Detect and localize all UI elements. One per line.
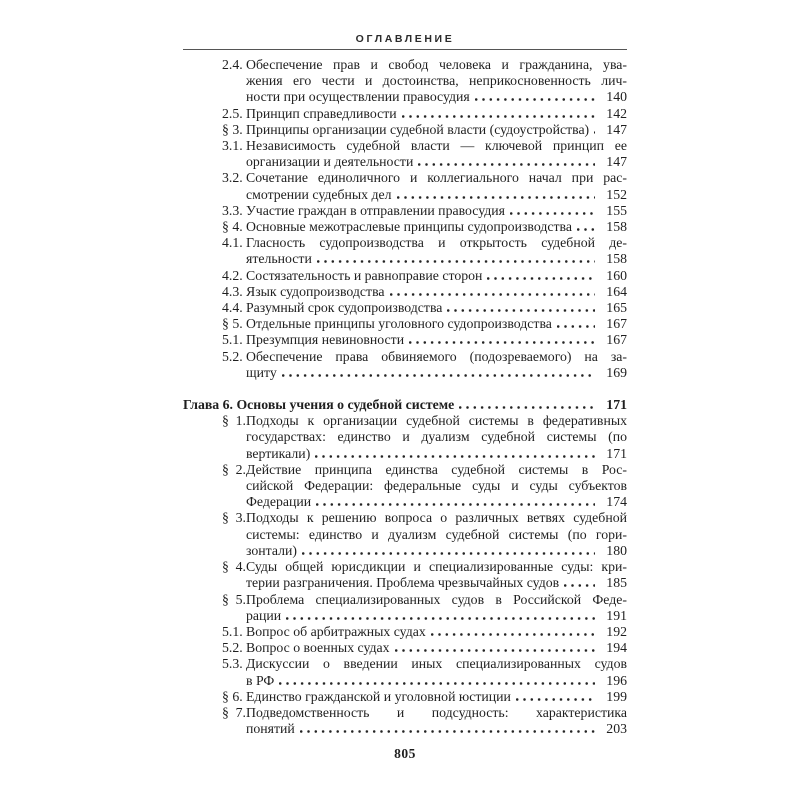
toc-entry-line xyxy=(222,332,627,348)
toc-entry-line xyxy=(222,57,627,73)
toc-entry-text: Язык судопроизводства xyxy=(246,283,385,299)
dot-leader xyxy=(316,503,595,506)
toc-entry xyxy=(183,122,627,138)
toc-entry-label: 5.2. xyxy=(222,640,243,656)
toc-entry-label: 5.1. xyxy=(222,332,243,348)
dot-leader xyxy=(475,98,595,101)
toc-entry-line xyxy=(222,105,627,122)
toc-entry-label: 3.3. xyxy=(222,202,243,218)
toc-page-number: 147 xyxy=(606,154,627,170)
toc-entry xyxy=(183,284,627,300)
toc-entry xyxy=(183,510,627,559)
dot-leader xyxy=(409,341,595,344)
toc-entry xyxy=(183,640,627,656)
toc-entry-text: рации xyxy=(246,607,282,623)
toc-page-number: 167 xyxy=(606,316,627,332)
toc-entry-line xyxy=(246,89,627,105)
toc-entry xyxy=(183,300,627,316)
toc-entry-text: Отдельные принципы уголовного судопроизводства xyxy=(246,316,552,332)
toc-entry-line xyxy=(222,591,627,608)
toc-entry-line xyxy=(246,721,627,737)
dot-leader xyxy=(557,325,595,328)
dot-leader xyxy=(577,228,595,231)
toc-entry-text: щиту xyxy=(246,364,277,380)
toc-entry xyxy=(183,462,627,511)
toc-entry-text: Глава 6. Основы учения о судебной системе xyxy=(183,397,455,413)
toc-entry xyxy=(183,203,627,219)
toc-entry-line xyxy=(246,494,627,510)
toc-entry xyxy=(183,235,627,267)
toc-entry-text: Разумный срок судопроизводства xyxy=(246,300,443,316)
dot-leader xyxy=(487,277,595,280)
dot-leader xyxy=(300,730,595,733)
page-column xyxy=(183,0,627,737)
toc-entry-line xyxy=(222,413,627,429)
toc-page-number: 160 xyxy=(606,267,627,283)
toc-page-number: 155 xyxy=(606,202,627,218)
toc-entry-text: Суды общей юрисдикции и специализированные суды: кри- xyxy=(246,559,627,575)
dot-leader xyxy=(315,455,595,458)
toc-entry-text: системы: единство и дуализм судебной системы (по гори- xyxy=(246,526,627,542)
toc-entry-text: Обеспечение прав и свобод человека и гражданина, ува- xyxy=(246,57,627,72)
toc-entry-label: § 6. xyxy=(222,688,243,704)
toc-entry xyxy=(183,559,627,591)
toc-entry-label: 4.1. xyxy=(222,235,243,251)
toc-entry-label: § 3. xyxy=(222,510,246,526)
toc-entry-label: § 7. xyxy=(222,704,246,720)
toc-entry xyxy=(183,413,627,462)
toc-page-number: 158 xyxy=(606,251,627,267)
toc-entry-text: ятельности xyxy=(246,251,312,267)
toc-entry-text: Состязательность и равноправие сторон xyxy=(246,267,483,283)
dot-leader xyxy=(516,698,595,701)
toc-page-number: 158 xyxy=(606,219,627,235)
toc-entry-line xyxy=(246,575,627,591)
toc-entry-text: понятий xyxy=(246,721,295,737)
toc-entry-text: вертикали) xyxy=(246,445,311,461)
toc-entry-line xyxy=(222,656,627,672)
toc-page-number: 174 xyxy=(606,494,627,510)
toc-entry-label: 3.2. xyxy=(222,170,243,186)
toc-entry xyxy=(183,219,627,235)
toc-entry-label: § 4. xyxy=(222,559,246,575)
toc-entry-text: зонтали) xyxy=(246,542,297,558)
toc-entry-line xyxy=(246,73,627,89)
toc-entry-text: Гласность судопроизводства и открытость судебной де- xyxy=(246,235,627,251)
header-rule xyxy=(183,49,627,50)
toc-page-number: 199 xyxy=(606,688,627,704)
toc-entry-text: в РФ xyxy=(246,672,275,688)
toc-entry-line xyxy=(222,510,627,526)
toc-entry-line xyxy=(222,170,627,186)
toc-entry-text: организации и деятельности xyxy=(246,154,414,170)
dot-leader xyxy=(402,115,595,118)
toc-page-number: 171 xyxy=(606,397,627,413)
toc-entry-line xyxy=(222,461,627,478)
toc-page-number: 165 xyxy=(606,300,627,316)
dot-leader xyxy=(282,374,595,377)
toc-entry-text: Проблема специализированных судов в Российской Феде- xyxy=(246,591,627,607)
toc-entry-line xyxy=(246,608,627,624)
toc-entry-text: Принцип справедливости xyxy=(246,105,397,121)
toc-entry-text: ности при осуществлении правосудия xyxy=(246,89,470,105)
toc-entry xyxy=(183,332,627,348)
dot-leader xyxy=(302,552,595,555)
toc-entry-line xyxy=(222,283,627,300)
toc-entry-line xyxy=(222,300,627,316)
toc-entry xyxy=(183,705,627,737)
toc-entry-label: § 2. xyxy=(222,461,246,477)
toc-entry-text: Принципы организации судебной власти (судоустройства) xyxy=(246,121,590,137)
toc-entry-line xyxy=(222,623,627,640)
toc-entry-label: 5.3. xyxy=(222,656,243,672)
dot-leader xyxy=(279,682,595,685)
toc-entry-label: 5.1. xyxy=(222,623,243,639)
toc-entry-text: Участие граждан в отправлении правосудия xyxy=(246,202,505,218)
toc-entry-line xyxy=(246,187,627,203)
toc-entry-text: Основные межотраслевые принципы судопроизводства xyxy=(246,219,572,235)
toc-entry-text: Презумпция невиновности xyxy=(246,332,405,348)
toc-entry-line xyxy=(246,543,627,559)
dot-leader xyxy=(431,633,595,636)
dot-leader xyxy=(397,196,595,199)
toc-entry-text: терии разграничения. Проблема чрезвычайных судов xyxy=(246,575,560,591)
toc-page-number: 196 xyxy=(606,672,627,688)
dot-leader xyxy=(317,260,595,263)
toc-entry-line xyxy=(246,154,627,170)
toc-entry-line xyxy=(183,397,627,413)
dot-leader xyxy=(564,584,595,587)
toc-entry-text: Независимость судебной власти — ключевой принцип ее xyxy=(246,138,627,154)
toc-page-number: 169 xyxy=(606,364,627,380)
toc-entry-line xyxy=(222,640,627,656)
dot-leader xyxy=(510,212,595,215)
toc-entry-line xyxy=(222,704,627,721)
toc-entry-line xyxy=(246,527,627,543)
toc-entry xyxy=(183,349,627,381)
dot-leader xyxy=(390,293,595,296)
toc-page-number: 140 xyxy=(606,89,627,105)
toc-entry-line xyxy=(222,348,627,365)
toc-entry-line xyxy=(246,251,627,267)
toc-chapter-entry xyxy=(183,397,627,413)
toc-entry-label: 2.4. xyxy=(222,57,243,72)
toc-entry-text: сийской Федерации: федеральные суды и суды субъектов xyxy=(246,478,627,494)
toc-entry-line xyxy=(246,673,627,689)
toc-entry-line xyxy=(246,365,627,381)
toc-entry-label: 4.3. xyxy=(222,283,243,299)
toc-entry-line xyxy=(222,316,627,332)
toc-entry-label: 3.1. xyxy=(222,138,243,154)
toc-entry-text: смотрении судебных дел xyxy=(246,186,392,202)
dot-leader xyxy=(395,649,595,652)
toc-entry xyxy=(183,316,627,332)
toc-entry-text: Подходы к организации судебной системы в федеративных xyxy=(246,413,627,429)
toc-page-number: 185 xyxy=(606,575,627,591)
toc-entry-text: Вопрос об арбитражных судах xyxy=(246,623,426,639)
toc-entry-line xyxy=(222,235,627,251)
toc-entry-label: § 4. xyxy=(222,219,243,235)
toc-entry-text: Федерации xyxy=(246,494,312,510)
toc-entry-text: Дискуссии о введении иных специализированных судов xyxy=(246,656,627,672)
toc-page-number: 147 xyxy=(606,121,627,137)
toc-entry-label: 4.2. xyxy=(222,267,243,283)
footer-page-number: 805 xyxy=(394,746,416,761)
toc-entry-text: Подведомственность и подсудность: характеристика xyxy=(246,704,627,720)
toc-entry xyxy=(183,138,627,170)
toc-page-number: 203 xyxy=(606,721,627,737)
toc-entry-label: 4.4. xyxy=(222,300,243,316)
toc-list xyxy=(183,57,627,737)
toc-entry-text: Подходы к решению вопроса о различных ветвях судебной xyxy=(246,510,627,526)
toc-entry-text: Сочетание единоличного и коллегиального начал при рас- xyxy=(246,170,627,186)
toc-entry xyxy=(183,106,627,122)
toc-page-number: 164 xyxy=(606,283,627,299)
toc-entry-label: 5.2. xyxy=(222,348,243,364)
dot-leader xyxy=(459,406,595,409)
toc-entry-line xyxy=(246,429,627,445)
toc-entry-text: государствах: единство и дуализм судебной системы (по xyxy=(246,429,627,445)
toc-entry xyxy=(183,268,627,284)
toc-entry xyxy=(183,624,627,640)
toc-entry-line xyxy=(222,267,627,284)
toc-entry-line xyxy=(222,688,627,705)
dot-leader xyxy=(594,131,595,134)
toc-entry-line xyxy=(222,559,627,575)
dot-leader xyxy=(447,309,595,312)
toc-entry-label: § 1. xyxy=(222,413,246,429)
page-header-title: ОГЛАВЛЕНИЕ xyxy=(355,33,455,45)
toc-page-number: 180 xyxy=(606,542,627,558)
toc-entry-text: жения его чести и достоинства, неприкосновенность лич- xyxy=(246,73,627,89)
dot-leader xyxy=(286,617,595,620)
toc-page-number: 152 xyxy=(606,186,627,202)
toc-entry-line xyxy=(246,478,627,494)
toc-entry-line xyxy=(222,121,627,138)
toc-entry xyxy=(183,57,627,106)
toc-entry-line xyxy=(222,138,627,154)
toc-entry xyxy=(183,689,627,705)
toc-entry-label: 2.5. xyxy=(222,105,243,121)
toc-entry xyxy=(183,656,627,688)
toc-page-number: 191 xyxy=(606,607,627,623)
toc-page-number: 192 xyxy=(606,623,627,639)
toc-page-number: 171 xyxy=(606,445,627,461)
toc-entry-text: Действие принципа единства судебной системы в Рос- xyxy=(246,461,627,477)
toc-entry-line xyxy=(222,219,627,235)
toc-page-number: 142 xyxy=(606,105,627,121)
toc-entry-text: Единство гражданской и уголовной юстиции xyxy=(246,688,511,704)
toc-entry-text: Вопрос о военных судах xyxy=(246,640,390,656)
toc-entry-text: Обеспечение права обвиняемого (подозреваемого) на за- xyxy=(246,348,627,364)
toc-entry xyxy=(183,592,627,624)
toc-entry-line xyxy=(222,202,627,219)
toc-page-number: 194 xyxy=(606,640,627,656)
toc-entry xyxy=(183,170,627,202)
toc-entry-line xyxy=(246,446,627,462)
toc-entry-label: § 3. xyxy=(222,121,243,137)
toc-page-number: 167 xyxy=(606,332,627,348)
toc-entry-label: § 5. xyxy=(222,316,243,332)
dot-leader xyxy=(418,163,595,166)
toc-entry-label: § 5. xyxy=(222,591,246,607)
